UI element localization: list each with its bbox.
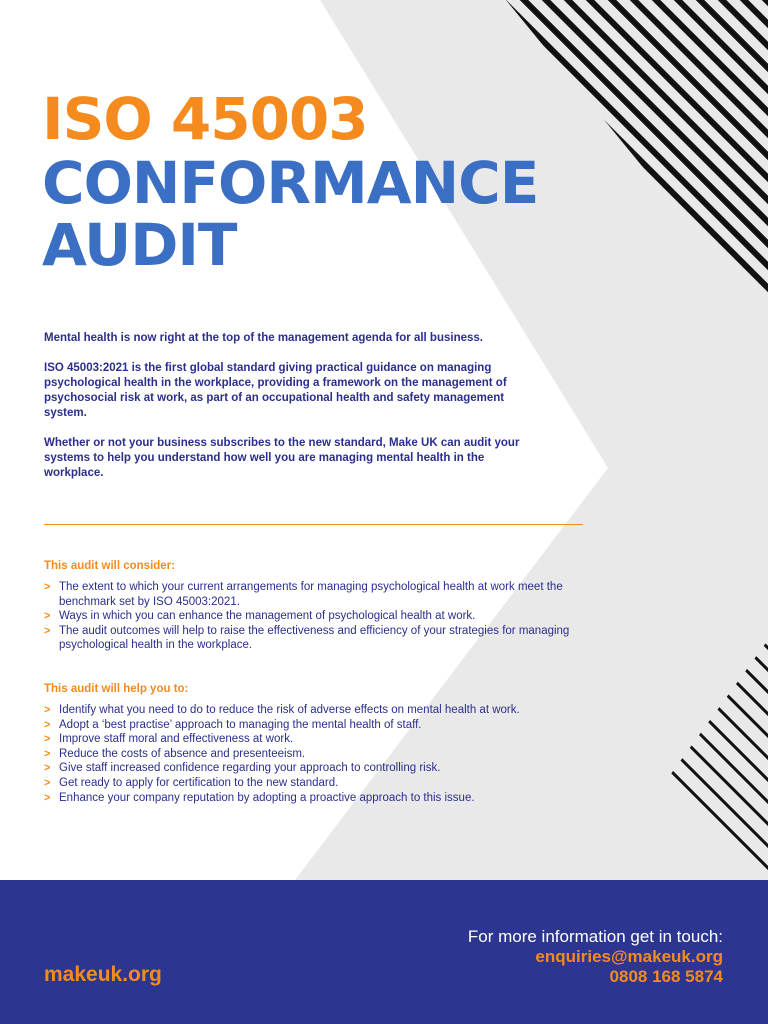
section-divider [44, 524, 583, 525]
footer [0, 880, 768, 1024]
list-item: > Reduce the costs of absence and presenteeism. [44, 747, 306, 760]
arrow-right-icon: > [44, 610, 51, 623]
contact-block [468, 926, 723, 987]
arrow-right-icon: > [44, 733, 51, 746]
arrow-right-icon: > [44, 762, 51, 775]
intro-paragraph-3: Whether or not your business subscribes to the new standard, Make UK can audit your systems to help you understand how well you are managing mental health in the workplace. [44, 437, 520, 479]
arrow-right-icon: > [44, 791, 51, 804]
list-item: > Enhance your company reputation by adopting a proactive approach to this issue. [44, 791, 475, 804]
list-item: > Give staff increased confidence regarding your approach to controlling risk. [44, 762, 441, 775]
list-item: > Ways in which you can enhance the management of psychological health at work. [44, 610, 476, 623]
website-link[interactable]: makeuk.org [44, 963, 162, 986]
consider-list [44, 580, 604, 653]
arrow-right-icon: > [44, 704, 51, 716]
contact-lead: For more information get in touch: [467, 927, 723, 946]
list-item: > Improve staff moral and effectiveness at work. [44, 733, 294, 746]
arrow-right-icon: > [44, 747, 51, 760]
title-line-1: ISO 45003 [42, 85, 368, 153]
list-item: > Get ready to apply for certification to the new standard. [44, 776, 339, 789]
list-item: > Identify what you need to do to reduce the risk of adverse effects on mental health at work. [44, 704, 520, 716]
list-item: > Adopt a ‘best practise’ approach to managing the mental health of staff. [44, 718, 422, 731]
arrow-right-icon: > [44, 776, 51, 789]
consider-heading: This audit will consider: [44, 560, 175, 572]
arrow-right-icon: > [44, 581, 51, 593]
intro-paragraph-1: Mental health is now right at the top of the management agenda for all business. [44, 332, 483, 344]
consider-section [44, 559, 604, 653]
arrow-right-icon: > [44, 624, 51, 637]
help-heading: This audit will help you to: [44, 683, 189, 695]
title-line-2: CONFORMANCE [42, 149, 539, 217]
help-section [44, 682, 604, 805]
list-item: > The extent to which your current arrangements for managing psychological health at work meet the benchmark set by ISO 45003:2021. [44, 581, 563, 608]
title-line-3: AUDIT [42, 211, 237, 279]
intro-text [44, 331, 524, 496]
intro-paragraph-2: ISO 45003:2021 is the first global standard giving practical guidance on managing psychological health in the workplace, providing a framework on the management of psychosocial risk at work, as part of an occupational health and safety management system. [44, 362, 507, 419]
page-title [42, 85, 539, 279]
phone-link[interactable]: 0808 168 5874 [609, 967, 723, 986]
email-link[interactable]: enquiries@makeuk.org [535, 947, 723, 966]
list-item: > The audit outcomes will help to raise the effectiveness and efficiency of your strategies for managing psychological health in the workplace. [44, 624, 570, 652]
help-list [44, 703, 604, 805]
arrow-right-icon: > [44, 718, 51, 731]
